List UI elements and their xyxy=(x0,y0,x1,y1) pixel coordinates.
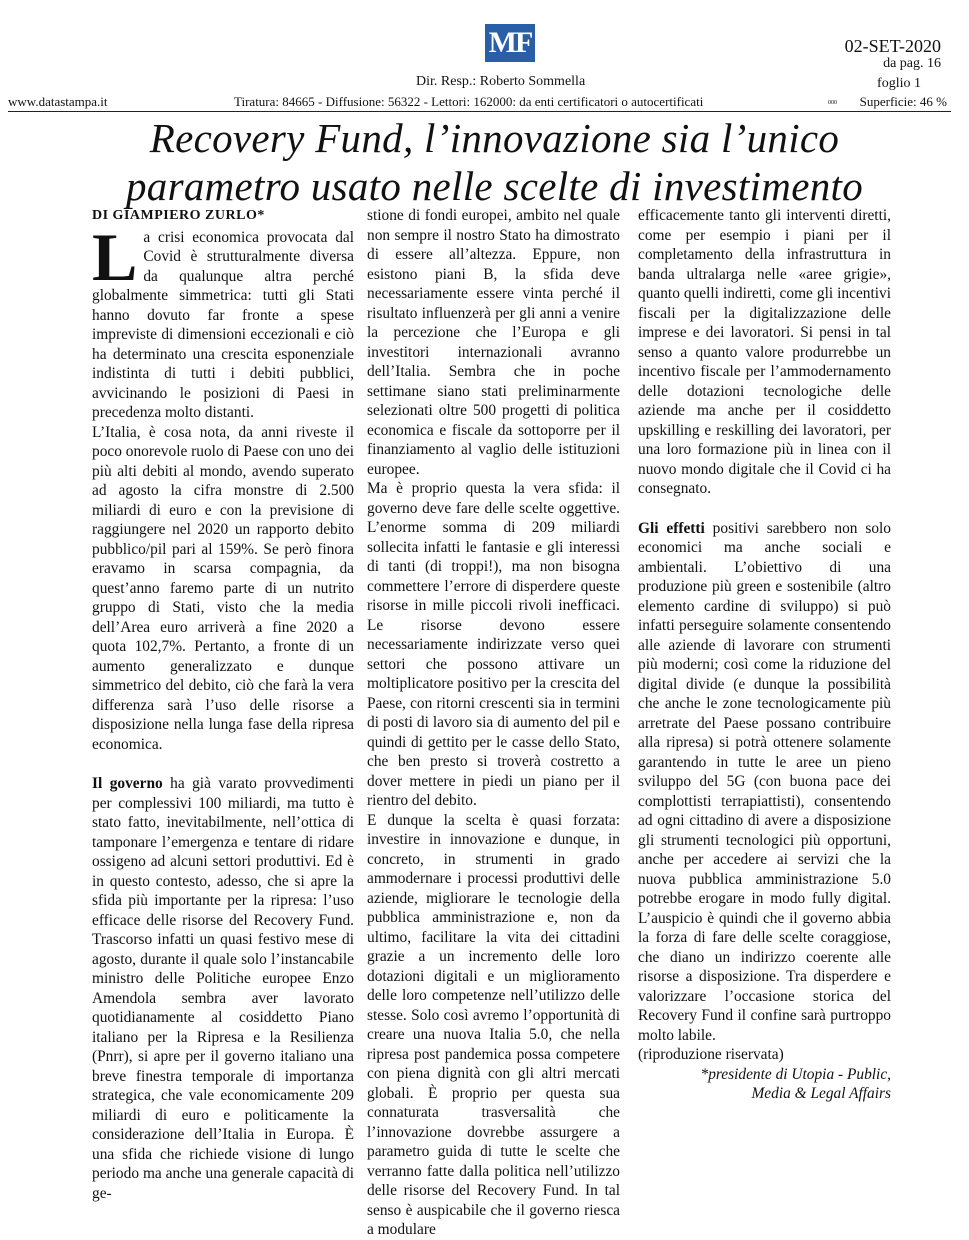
article-column-1 xyxy=(92,206,354,1203)
mf-logo: MF xyxy=(485,24,535,62)
sheet-number: foglio 1 xyxy=(877,76,921,91)
circulation-info: Tiratura: 84665 - Diffusione: 56322 - Lettori: 162000: da enti certificatori o autocertificati xyxy=(234,94,704,109)
paragraph: efficacemente tanto gli interventi diretti, come per esempio i piani per il completamento della infrastruttura in banda ultralarga nelle «aree grigie», quanto quelli indiretti, come gli incentivi fiscali per la digitalizzazione delle imprese e dei lavoratori. Si pensi in tal senso a quanto valore produrrebbe un incentivo fiscale per l’ammodernamento delle dotazioni tecnologiche delle aziende ma anche per il cosiddetto upskilling e reskilling dei lavoratori, per una loro formazione più in linea con il nuovo mondo digitale che il Covid ci ha consegnato. xyxy=(638,207,891,497)
author-signature: *presidente di Utopia - Public, xyxy=(700,1065,891,1083)
article-column-2 xyxy=(367,206,620,1240)
paragraph xyxy=(92,774,354,1203)
byline: DI GIAMPIERO ZURLO* xyxy=(92,208,265,223)
paragraph: E dunque la scelta è quasi forzata: investire in innovazione e dunque, in concreto, in strumenti in grado ammodernare i processi produttivi delle aziende, migliorare le tecnologie della pubblica amministrazione e, non da ultimo, facilitare la vita dei cittadini grazie a un incremento delle loro dotazioni digitali e un miglioramento delle loro competenze nell’utilizzo delle stesse. Solo così avremo l’opportunità di creare una nuova Italia 5.0, che nella ripresa post pandemica possa competere con piena dignità con gli altri mercati globali. È proprio per questa sua connaturata trasversalità che l’innovazione dovrebbe assurgere a parametro guida di tutte le scelte che verranno fatte dalla politica nell’utilizzo delle risorse del Recovery Fund. In tal senso è auspicabile che il governo riesca a modulare xyxy=(367,811,620,1238)
paragraph-text: ha già varato provvedimenti per complessivi 100 miliardi, ma tutto è stato fatto, inevitabilmente, nell’ottica di tamponare l’emergenza e tentare di ridare ossigeno ad alcuni settori produttivi. Ed è in questo contesto, adesso, che si apre la sfida più importante per la ripresa: l’uso efficace delle risorse del Recovery Fund. Trascorso infatti un quasi festivo mese di agosto, durante il quale solo l’instancabile ministro delle Politiche europee Enzo Amendola sembra aver lavorato quotidianamente al cosiddetto Piano italiano per la Ripresa e la Resilienza (Pnrr), si apre per il governo italiano una breve finestra temporale di importanza strategica, che vale economicamente 209 miliardi di euro e politicamente la considerazione dell’Italia in Europa. È una sfida che richiede visione di lungo periodo ma anche una generale capacità di ge- xyxy=(92,775,355,1202)
author-signature: Media & Legal Affairs xyxy=(751,1085,891,1102)
article-column-3 xyxy=(638,206,891,1104)
paragraph xyxy=(638,519,891,1046)
paragraph-gap xyxy=(638,499,891,519)
publication-date: 02-SET-2020 xyxy=(844,36,941,56)
paragraph: stione di fondi europei, ambito nel quale non sempre il nostro Stato ha dimostrato di essere all’altezza. Eppure, non esistono piani B, la sfida deve necessariamente essere vinta perché il risultato influenzerà per gli anni a venire la percezione che l’Europa e gli investitori internazionali avranno dell’Italia. Sembra che in poche settimane siano stati preliminarmente selezionati oltre 500 progetti di politica economica e fiscale da sottoporre per il finanziamento al vaglio delle istituzioni europee. xyxy=(367,207,620,478)
director-line: Dir. Resp.: Roberto Sommella xyxy=(416,74,586,89)
paragraph-text: a crisi economica provocata dal Covid è strutturalmente diversa da qualunque altra perché globalmente simmetrica: tutti gli Stati hanno dovuto far fronte a spese impreviste di dimensioni eccezionali e ciò ha determinato una crescita esponenziale indistinta di tutti i debiti pubblici, avvicinando le posizioni di Paesi in precedenza molto distanti. xyxy=(92,228,354,421)
page-number: da pag. 16 xyxy=(883,56,941,71)
paragraph xyxy=(92,218,354,423)
drop-cap: L xyxy=(92,218,138,295)
tiny-code: 000 xyxy=(828,100,837,106)
paragraph-gap xyxy=(92,754,354,774)
paragraph: Ma è proprio questa la vera sfida: il governo deve fare delle scelte oggettive. L’enorme somma di 209 miliardi sollecita infatti le fantasie e gli interessi di tanti (di troppi!), ma non bisogna commettere l’errore di disperdere queste risorse in mille piccoli rivoli inefficaci. Le risorse devono essere necessariamente indirizzate verso quei settori che possono attivare un moltiplicatore positivo per la crescita del Paese, con ritorni crescenti sia in termini di posti di lavoro sia di aumento del pil e quindi di gettito per le casse dello Stato, che ben presto si troverà costretto a dover mettere in piedi un piano per il rientro del debito. xyxy=(367,480,620,809)
copyright-note: (riproduzione riservata) xyxy=(638,1046,784,1063)
header-rule xyxy=(8,111,951,112)
article-headline: Recovery Fund, l’innovazione sia l’unico parametro usato nelle scelte di investimento xyxy=(125,115,863,209)
paragraph-lead: Gli effetti xyxy=(638,519,705,537)
paragraph-text: positivi sarebbero non solo economici ma anche sociali e ambientali. L’obiettivo di una produzione più green e sostenibile (altro elemento cardine di sviluppo) si può infatti perseguire solamente consentendo alle aziende di lavorare con strumenti più moderni; così come la riduzione del digital divide (e dunque la possibilità che anche le zone tecnologicamente più arretrate del Paese possano contribuire alla ripresa) si potrà ottenere solamente garantendo in tutte le aree un pieno sviluppo del 5G (con buona pace dei complottisti terrapiattisti), consentendo ad ogni cittadino di avere a disposizione gli strumenti tecnologici più opportuni, anche per accedere ai servizi che la nuova pubblica amministrazione 5.0 potrebbe erogare in modo fully digital. L’auspicio è quindi che il governo abbia la forza di fare delle scelte coraggiose, che diano un indirizzo coerente alle risorse a disposizione. Tra disperdere e valorizzare l’occasione storica del Recovery Fund il confine sarà purtroppo molto labile. xyxy=(638,519,891,1044)
website-link[interactable]: www.datastampa.it xyxy=(8,94,108,109)
paragraph-lead: Il governo xyxy=(92,775,163,792)
surface-info: Superficie: 46 % xyxy=(859,94,947,109)
paragraph: L’Italia, è cosa nota, da anni riveste il poco onorevole ruolo di Paese con uno dei più alti debiti al mondo, avendo superato ad agosto la cifra monstre di 2.500 miliardi di euro e con la previsione di raggiungere nel 2020 un rapporto debito pubblico/pil pari al 159%. Se però finora eravamo in scarsa compagnia, da quest’anno faremo parte di un nutrito gruppo di Stati, visto che la media dell’Area euro arriverà a fine 2020 a quota 102,7%. Pertanto, a fronte di un aumento generalizzato e dunque simmetrico del debito, ciò che farà la vera differenza sarà l’uso delle risorse a disposizione nella lunga fase della ripresa economica. xyxy=(92,423,355,753)
